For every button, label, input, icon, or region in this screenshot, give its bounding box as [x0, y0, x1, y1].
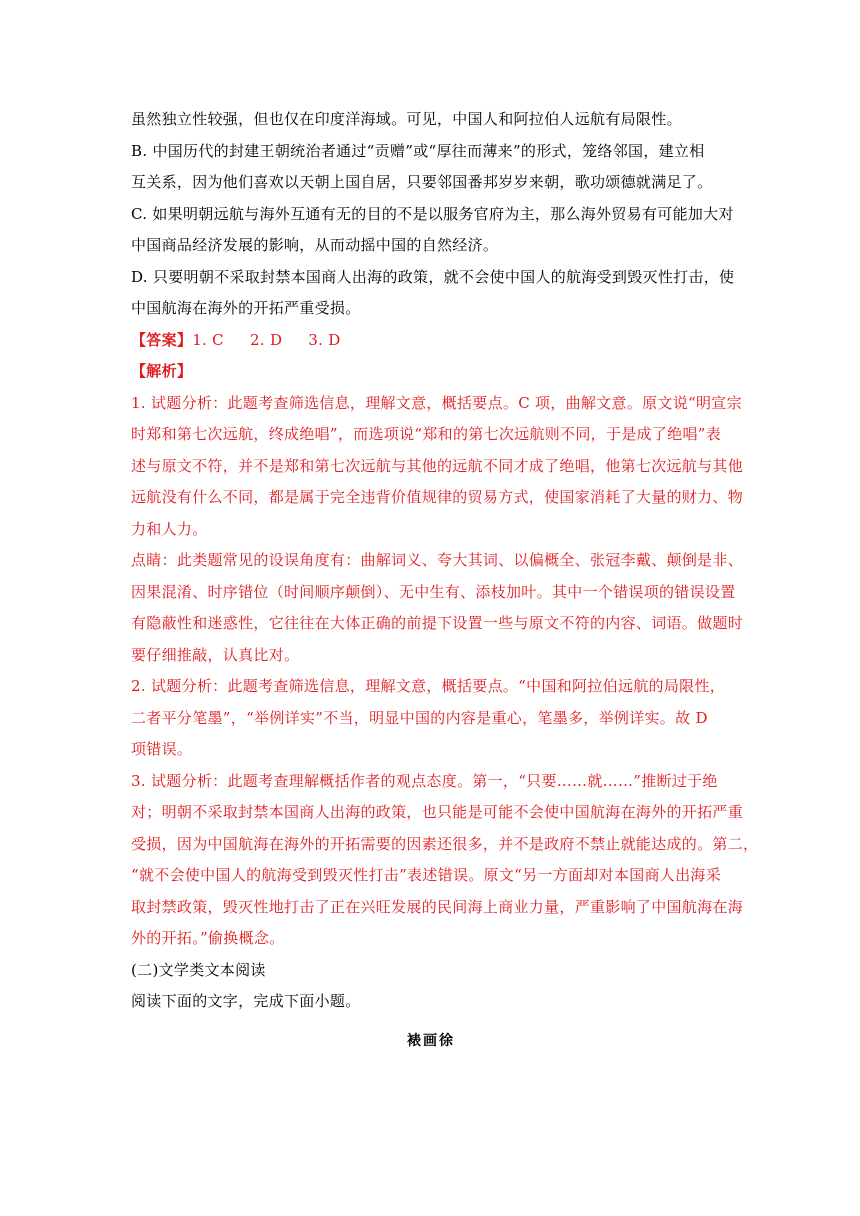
- option-c-line-2: 中国商品经济发展的影响，从而动摇中国的自然经济。: [131, 236, 499, 254]
- q3-analysis-line-5: 取封禁政策，毁灭性地打击了正在兴旺发展的民间海上商业力量，严重影响了中国航海在海: [131, 897, 744, 916]
- q1-analysis-line-1: [131, 388, 742, 420]
- q1-analysis-line-2: 时郑和第七次远航，终成绝唱”，而选项说“郑和的第七次远航则不同，于是成了绝唱”表: [131, 425, 722, 443]
- tip-prefix: 点睛：此类题常见的设误角度有：: [131, 551, 361, 569]
- q1-analysis-line-4: 远航没有什么不同，都是属于完全违背价值规律的贸易方式，使国家消耗了大量的财力、物: [131, 488, 744, 506]
- option-d-line-1: D. 只要明朝不采取封禁本国商人出海的政策，就不会使中国人的航海受到毁灭性打击，使: [131, 267, 735, 286]
- answer-3: 3. D: [308, 330, 341, 349]
- analysis-label: 【解析】: [131, 362, 193, 380]
- q2-analysis-line-1: [131, 671, 731, 703]
- q1-analysis-line-3: 述与原文不符，并不是郑和第七次远航与其他的远航不同才成了绝唱，他第七次远航与其他: [131, 456, 744, 475]
- story-title: 裱画徐: [407, 1032, 455, 1049]
- option-c-line-1: C. 如果明朝远航与海外互通有无的目的不是以服务官府为主，那么海外贸易有可能加大对: [131, 204, 734, 223]
- q1-analysis-line-5: 力和人力。: [131, 519, 208, 538]
- tip-rest: 曲解词义、夸大其词、以偏概全、张冠李戴、颠倒是非、: [360, 551, 744, 569]
- q1-analysis-prefix: 1. 试题分析：此题考查: [131, 393, 289, 412]
- tip-line-4: 要仔细推敲，认真比对。: [131, 645, 300, 664]
- tip-line-1: [131, 545, 744, 577]
- q2-analysis-line-3: 项错误。: [131, 740, 193, 758]
- q3-analysis-line-6: 外的开拓。”偷换概念。: [131, 929, 285, 947]
- q2-analysis-rest: 文意，概括要点。“中国和阿拉伯远航的局限性，: [395, 677, 726, 695]
- answer-line: [131, 325, 731, 357]
- answer-1: 1. C: [192, 330, 224, 349]
- section-two-instruction: 阅读下面的文字，完成下面小题。: [131, 992, 361, 1010]
- option-b-line-1: B. 中国历代的封建王朝统治者通过“贡赠”或“厚往而薄来”的形式，笼络邻国，建立相: [131, 141, 705, 160]
- q3-analysis-line-4: “就不会使中国人的航海受到毁灭性打击”表述错误。原文“另一方面却对本国商人出海采: [131, 866, 722, 884]
- option-a-tail: 虽然独立性较强，但也仅在印度洋海域。可见，中国人和阿拉伯人远航有局限性。: [131, 110, 682, 128]
- section-two-heading: (二)文学类文本阅读: [131, 960, 266, 979]
- q3-analysis-rest: 者的观点态度。第一，“只要……就……”推断过于绝: [365, 771, 718, 790]
- tip-line-2: 因果混淆、时序错位（时间顺序颠倒）、无中生有、添枝加叶。其中一个错误项的错误设置: [131, 582, 736, 601]
- answer-2: 2. D: [249, 330, 283, 349]
- q3-analysis-line-2: 对；明朝不采取封禁本国商人出海的政策，也只能是可能不会使中国航海在海外的开拓严重: [131, 803, 744, 821]
- q3-analysis-line-1: [131, 766, 731, 798]
- q3-analysis-line-3: 受损，因为中国航海在海外的开拓需要的因素还很多，并不是政府不禁止就能达成的。第二，: [131, 834, 759, 853]
- tip-line-3: 有隐蔽性和迷惑性，它往往在大体正确的前提下设置一些与原文不符的内容、词语。做题时: [131, 614, 744, 632]
- answer-label: 【答案】: [131, 330, 193, 349]
- option-b-line-2: 互关系，因为他们喜欢以天朝上国自居，只要邻国番邦岁岁来朝，歌功颂德就满足了。: [131, 173, 713, 191]
- document-page: [131, 104, 759, 1050]
- q1-analysis-rest: 筛选信息，理解文意，概括要点。C 项，曲解文意。原文说“明宣宗: [288, 393, 742, 412]
- q3-analysis-prefix: 3. 试题分析：此题考查理解概括作: [131, 771, 366, 790]
- option-d-line-2: 中国航海在海外的开拓严重受损。: [131, 299, 361, 317]
- q2-analysis-prefix: 2. 试题分析：此题考查筛选信息，理解: [131, 677, 396, 695]
- q2-analysis-line-2: 二者平分笔墨”，“举例详实”不当，明显中国的内容是重心，笔墨多，举例详实。故 D: [131, 708, 708, 727]
